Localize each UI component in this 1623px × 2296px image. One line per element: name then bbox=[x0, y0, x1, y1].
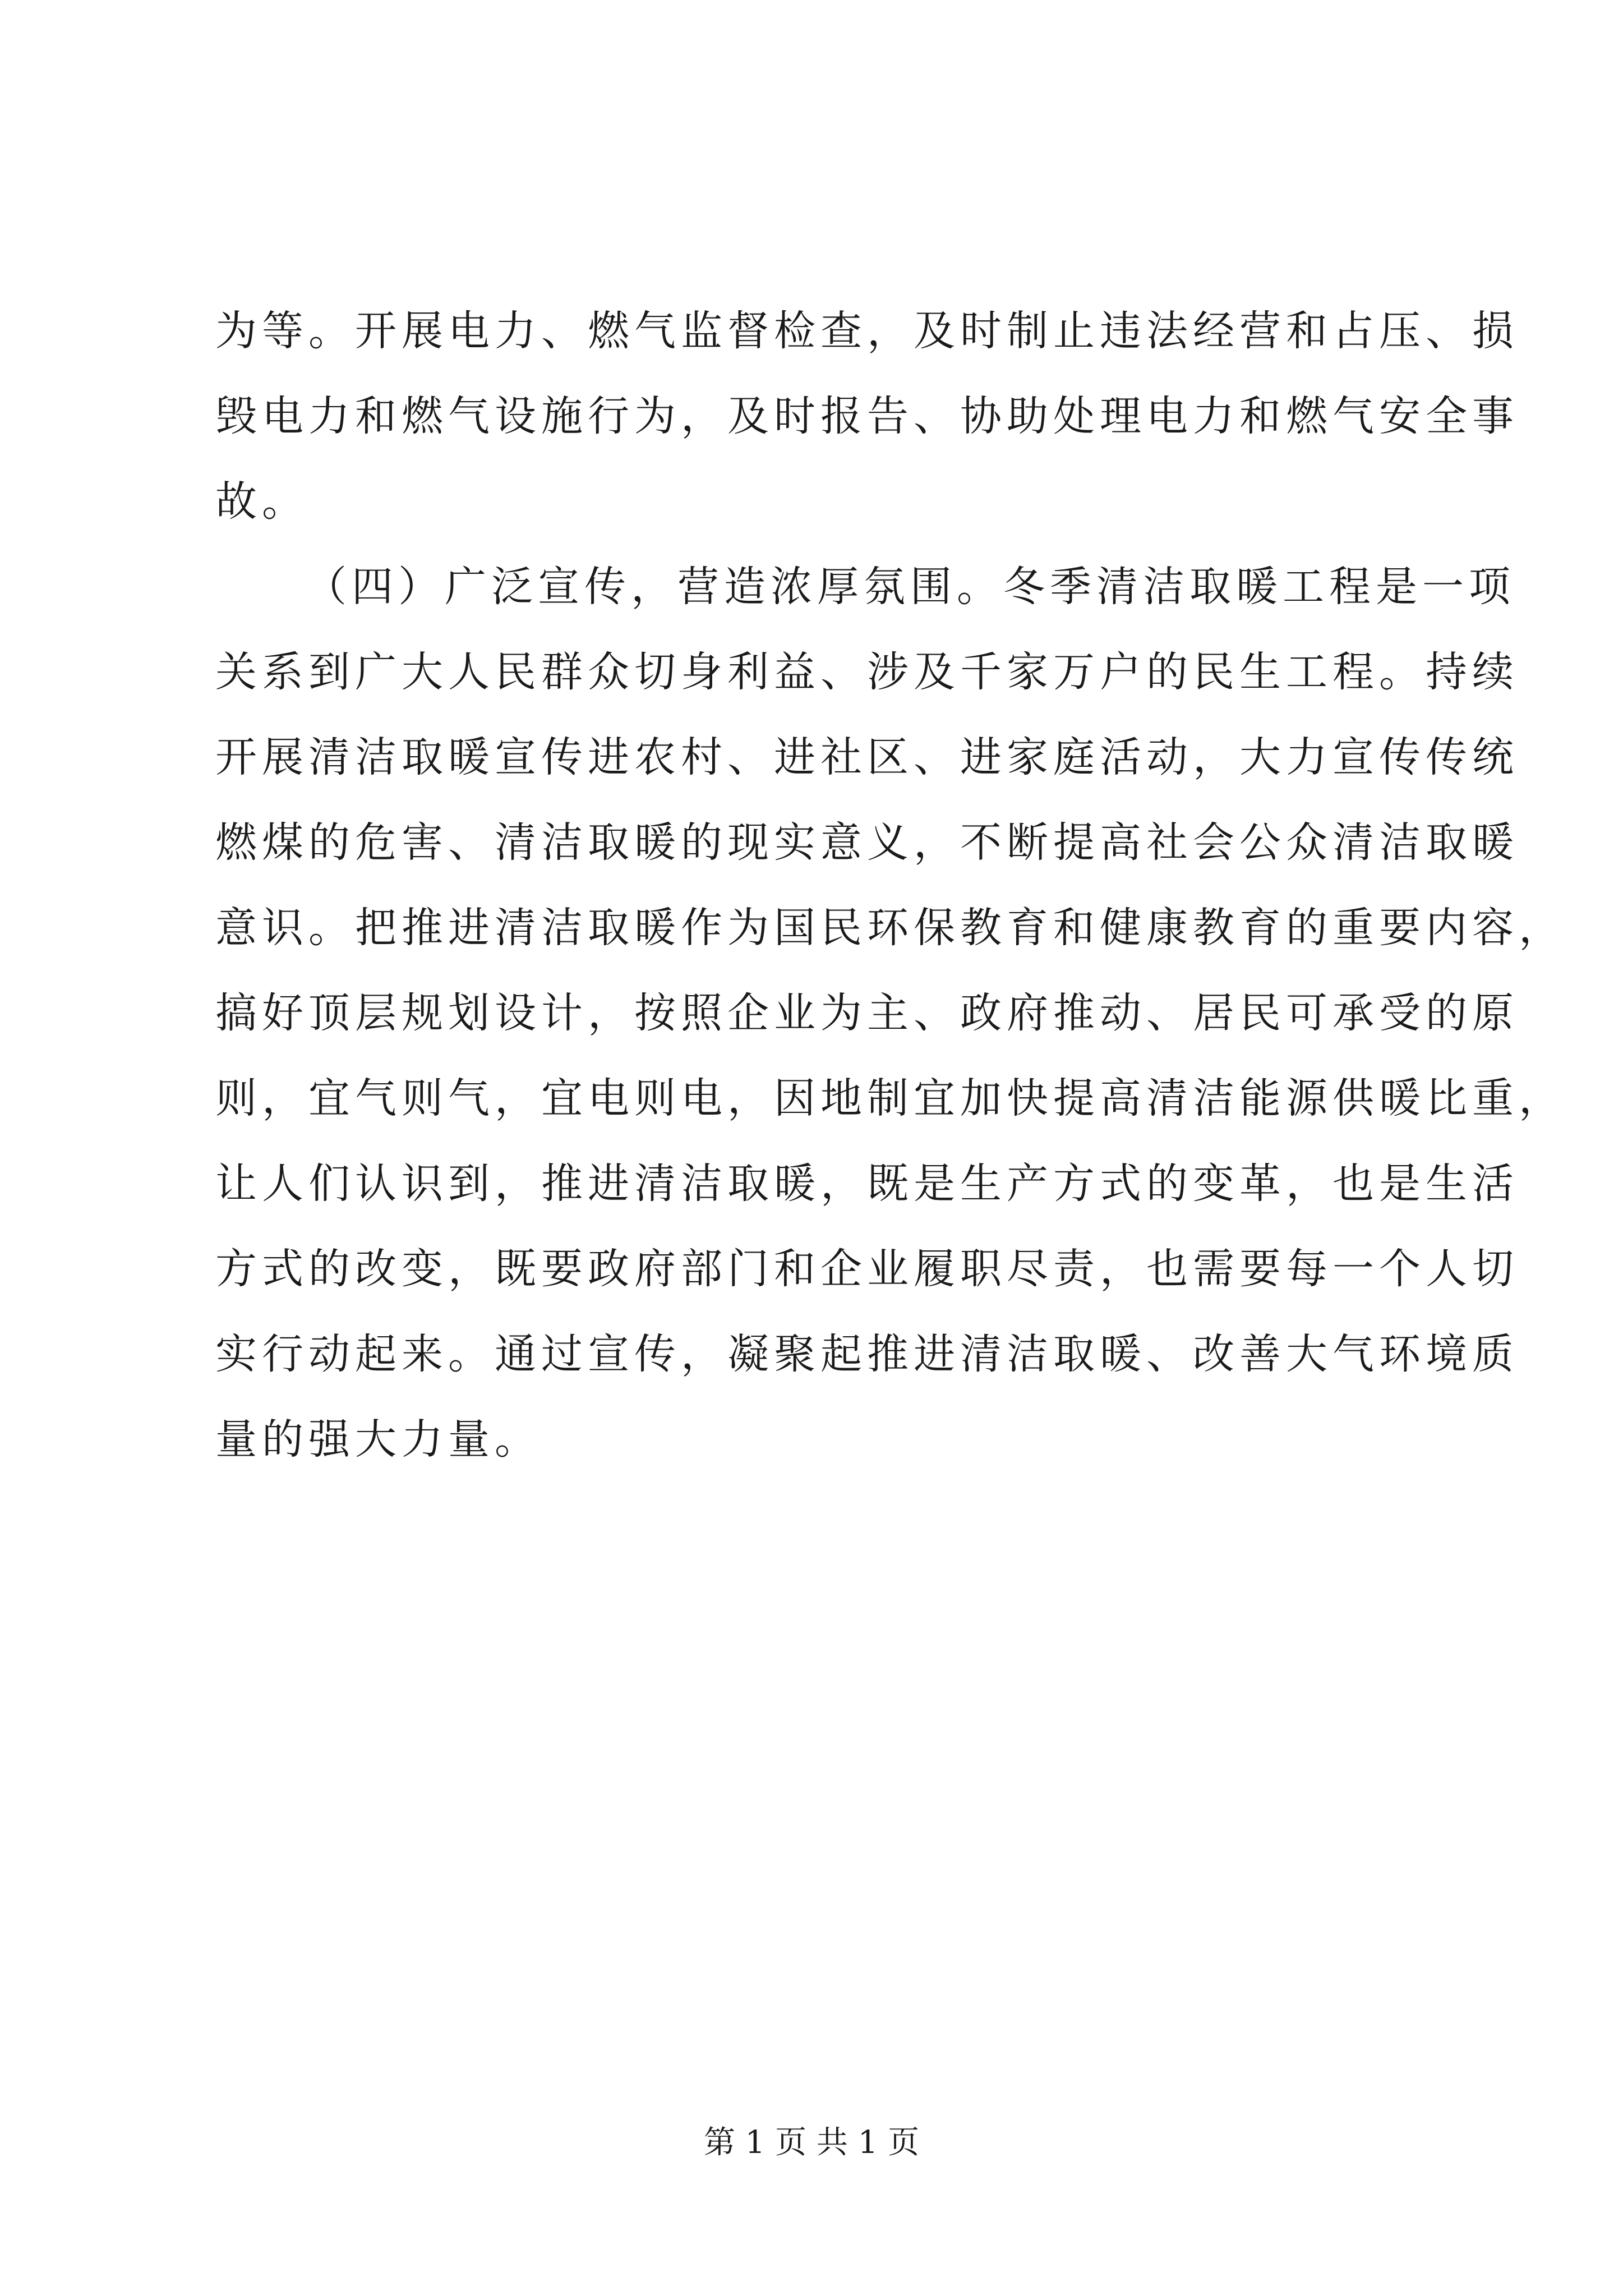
paragraph-line: 燃煤的危害、清洁取暖的现实意义，不断提高社会公众清洁取暖 bbox=[215, 818, 1519, 867]
paragraph-line: 则，宜气则气，宜电则电，因地制宜加快提高清洁能源供暖比重， bbox=[215, 1074, 1565, 1122]
paragraph-line: 关系到广大人民群众切身利益、涉及千家万户的民生工程。持续 bbox=[215, 648, 1519, 696]
paragraph-line: 让人们认识到，推进清洁取暖，既是生产方式的变革，也是生活 bbox=[215, 1159, 1519, 1208]
paragraph-line: 开展清洁取暖宣传进农村、进社区、进家庭活动，大力宣传传统 bbox=[215, 733, 1519, 781]
paragraph-line: 方式的改变，既要政府部门和企业履职尽责，也需要每一个人切 bbox=[215, 1245, 1519, 1293]
paragraph-line: 故。 bbox=[215, 477, 308, 526]
paragraph-line: 为等。开展电力、燃气监督检查，及时制止违法经营和占压、损 bbox=[215, 307, 1519, 355]
paragraph-line: 量的强大力量。 bbox=[215, 1415, 541, 1464]
paragraph-line: 毁电力和燃气设施行为，及时报告、协助处理电力和燃气安全事 bbox=[215, 392, 1519, 440]
paragraph-line: 实行动起来。通过宣传，凝聚起推进清洁取暖、改善大气环境质 bbox=[215, 1330, 1519, 1378]
paragraph-line: （四）广泛宣传，营造浓厚氛围。冬季清洁取暖工程是一项 bbox=[305, 563, 1515, 611]
paragraph-line: 意识。把推进清洁取暖作为国民环保教育和健康教育的重要内容， bbox=[215, 904, 1565, 952]
page-number-footer: 第 1 页 共 1 页 bbox=[703, 2124, 920, 2161]
paragraph-line: 搞好顶层规划设计，按照企业为主、政府推动、居民可承受的原 bbox=[215, 989, 1519, 1037]
